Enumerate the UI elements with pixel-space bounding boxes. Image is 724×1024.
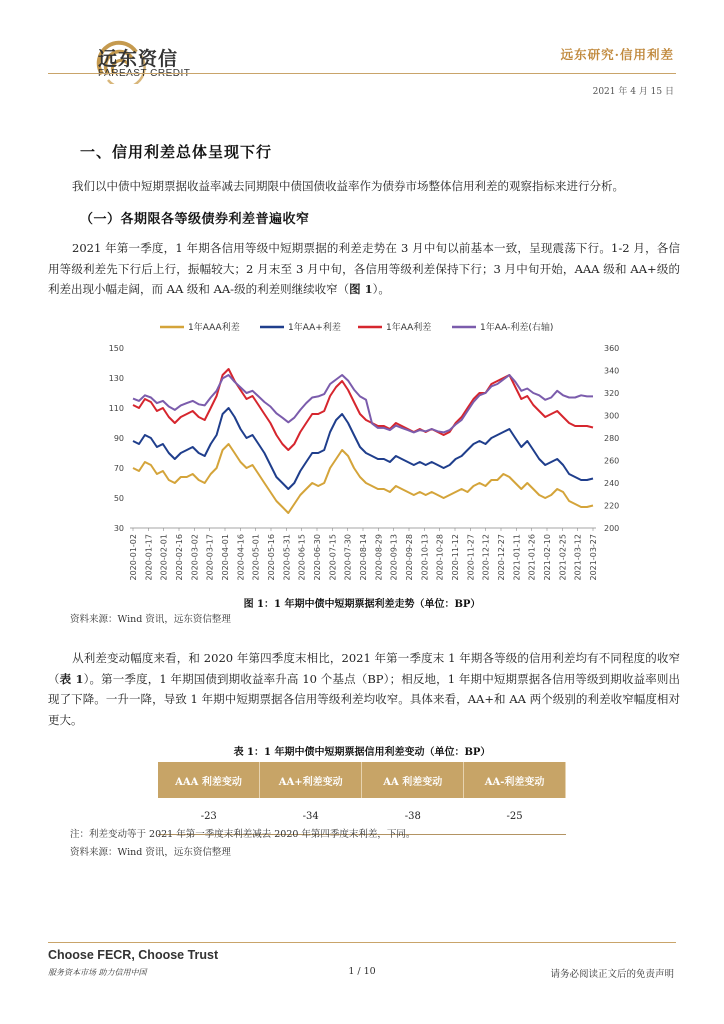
- footer-subslogan: 服务资本市场 助力信用中国: [48, 968, 147, 977]
- x-tick-label: 2021-01-26: [527, 534, 537, 581]
- y-left-tick-label: 50: [113, 494, 124, 503]
- y-right-tick-label: 320: [604, 389, 620, 398]
- table-cell-aa: -38: [362, 798, 464, 835]
- x-tick-label: 2020-06-30: [313, 534, 322, 581]
- x-tick-label: 2020-08-14: [359, 534, 368, 581]
- x-tick-label: 2021-02-10: [543, 534, 552, 581]
- table-caption: 表 1：1 年期中债中短期票据信用利差变动（单位：BP）: [233, 747, 491, 758]
- footer-slogan: Choose FECR, Choose Trust: [48, 948, 219, 962]
- x-tick-label: 2021-03-27: [589, 534, 598, 581]
- x-tick-label: 2021-02-25: [558, 534, 568, 581]
- spread-change-table: [158, 762, 566, 835]
- x-tick-label: 2020-11-27: [466, 534, 476, 581]
- y-right-tick-label: 280: [604, 434, 620, 443]
- x-tick-label: 2020-01-02: [129, 534, 138, 581]
- table-cell-aa-minus: -25: [464, 798, 566, 835]
- x-tick-label: 2020-05-31: [282, 534, 292, 581]
- intro-paragraph: 我们以中债中短期票据收益率减去同期限中债国债收益率作为债券市场整体信用利差的观察指标来进行分析。: [72, 179, 624, 193]
- x-tick-label: 2020-02-01: [159, 534, 169, 581]
- report-date: 2021 年 4 月 15 日: [592, 87, 674, 97]
- chart-series: [133, 369, 593, 513]
- table-source: 资料来源：Wind 资讯，远东资信整理: [70, 847, 231, 858]
- y-right-tick-label: 240: [604, 479, 620, 488]
- x-tick-label: 2020-10-28: [435, 534, 445, 581]
- table-note: 注：利差变动等于 2021 年第一季度末利差减去 2020 年第四季度末利差，下同。: [70, 829, 416, 840]
- page-number: 1 / 10: [348, 966, 376, 977]
- paragraph-2-text-b: ）。第一季度，1 年期国债到期收益率升高 10 个基点（BP）；相反地，1 年期中短期票据各信用等级到期收益率则出现了下降。一升一降，导致 1 年期中短期票据各信用等级利差均收窄。具体来看，AA+和 AA 两个级别的利差收窄幅度相对更大。: [48, 671, 680, 727]
- x-tick-label: 2020-02-16: [175, 534, 184, 581]
- table-header-aaa: AAA 利差变动: [158, 762, 260, 798]
- y-right-tick-label: 200: [604, 524, 620, 533]
- figure-reference: 图 1: [349, 282, 373, 296]
- y-left-tick-label: 90: [113, 434, 124, 443]
- series-line: [133, 369, 593, 450]
- x-tick-label: 2020-04-01: [221, 534, 230, 581]
- x-tick-label: 2020-12-12: [481, 534, 491, 581]
- x-tick-label: 2020-06-15: [297, 534, 307, 581]
- section-title: 一、信用利差总体呈现下行: [80, 143, 273, 161]
- table-header-aa-minus: AA-利差变动: [464, 762, 566, 798]
- paragraph-2: [48, 648, 680, 730]
- paragraph-1: [48, 238, 680, 300]
- y-left-tick-label: 110: [108, 404, 124, 413]
- paragraph-1-text-b: ）。: [372, 282, 390, 296]
- x-tick-label: 2020-01-17: [144, 534, 154, 581]
- legend-label: 1年AAA利差: [188, 323, 240, 333]
- chart-legend: [160, 321, 553, 333]
- table-cell-aaa: -23: [158, 798, 260, 835]
- figure-caption: 图 1：1 年期中债中短期票据利差走势（单位：BP）: [243, 599, 481, 610]
- footer-disclaimer: 请务必阅读正文后的免责声明: [550, 969, 674, 980]
- report-series-tag: 远东研究·信用利差: [560, 47, 674, 62]
- table-reference: 表 1: [59, 671, 84, 686]
- x-tick-label: 2020-04-16: [236, 534, 246, 581]
- spread-line-chart: [96, 316, 636, 588]
- footer-divider: [48, 942, 676, 943]
- y-left-tick-label: 70: [113, 464, 124, 473]
- x-tick-label: 2020-08-29: [374, 534, 384, 581]
- y-right-tick-label: 220: [604, 501, 620, 511]
- x-tick-label: 2020-05-01: [251, 534, 261, 581]
- x-tick-label: 2020-05-16: [267, 534, 276, 581]
- y-left-tick-label: 150: [108, 344, 124, 353]
- y-left-tick-label: 30: [113, 524, 124, 533]
- x-tick-label: 2020-10-13: [420, 534, 430, 581]
- logo-chinese-name: 远东资信: [98, 48, 179, 70]
- x-tick-label: 2020-03-17: [205, 534, 215, 581]
- figure-source: 资料来源：Wind 资讯，远东资信整理: [70, 614, 231, 625]
- x-tick-label: 2020-09-13: [389, 534, 399, 581]
- x-tick-label: 2021-03-12: [573, 534, 583, 581]
- legend-label: 1年AA利差: [386, 323, 432, 333]
- y-right-tick-label: 360: [604, 344, 620, 353]
- table-header-aa-plus: AA+利差变动: [260, 762, 362, 798]
- x-tick-label: 2020-09-28: [405, 534, 414, 581]
- y-right-tick-label: 260: [604, 456, 620, 466]
- series-line: [133, 408, 593, 489]
- table-header-aa: AA 利差变动: [362, 762, 464, 798]
- y-right-tick-label: 300: [604, 411, 620, 421]
- subsection-title: （一）各期限各等级债券利差普遍收窄: [80, 212, 310, 227]
- paragraph-2-text-a: 从利差变动幅度来看，和 2020 年第四季度末相比，2021 年第一季度末 1 年期各等级的信用利差均有不同程度的收窄（: [48, 651, 680, 686]
- series-line: [133, 375, 593, 432]
- x-tick-label: 2020-12-27: [497, 534, 506, 581]
- x-tick-label: 2020-07-30: [343, 534, 353, 581]
- y-right-tick-label: 340: [604, 366, 620, 376]
- x-tick-label: 2020-07-15: [328, 534, 338, 581]
- x-tick-label: 2020-11-12: [451, 534, 460, 581]
- legend-label: 1年AA+利差: [288, 323, 341, 333]
- legend-label: 1年AA-利差(右轴): [480, 323, 554, 333]
- table-header-row: [158, 762, 566, 798]
- paragraph-1-text-a: 2021 年第一季度，1 年期各信用等级中短期票据的利差走势在 3 月中旬以前基本一致，呈现震荡下行。1-2 月，各信用等级利差先下行后上行，振幅较大；2 月末至 3 月中旬，各信用等级利差保持下行；3 月中旬开始，AAA 级和 AA+级的利差出现小幅走阔，而 AA 级和 AA-级的利差则继续收窄（: [48, 241, 680, 296]
- x-tick-label: 2021-01-11: [512, 534, 522, 581]
- table-cell-aa-plus: -34: [260, 798, 362, 835]
- x-tick-label: 2020-03-02: [190, 534, 200, 581]
- y-left-tick-label: 130: [108, 374, 124, 383]
- header-divider: [48, 73, 676, 74]
